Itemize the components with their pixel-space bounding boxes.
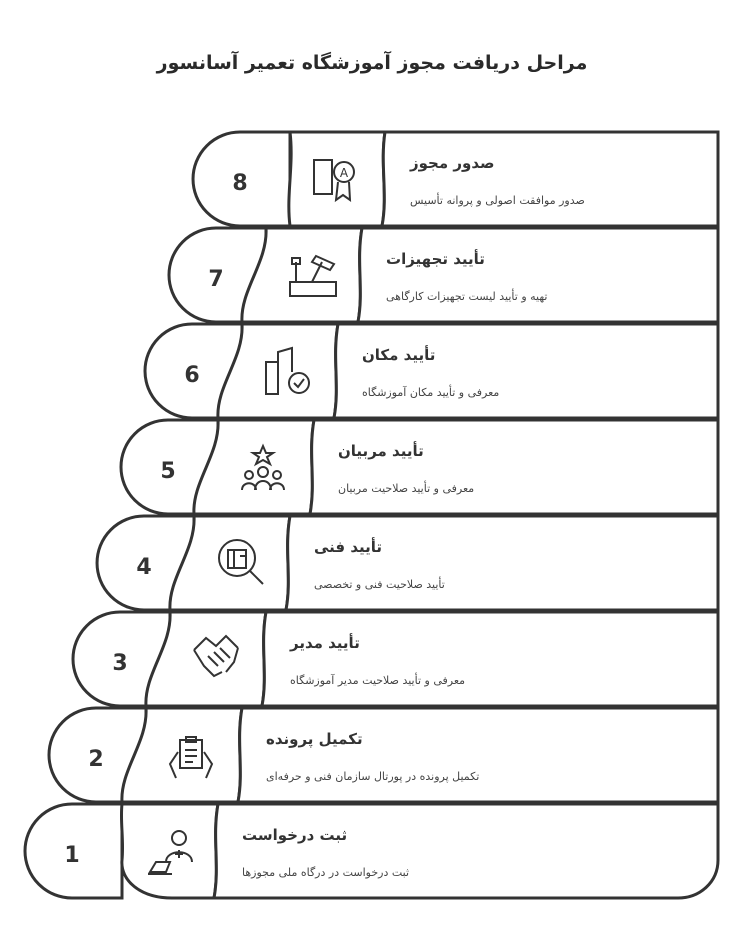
step-4-text (314, 538, 445, 591)
step-4-number: 4 (136, 555, 152, 580)
step-7-number: 7 (208, 267, 224, 292)
step-5-number: 5 (160, 459, 176, 484)
step-7-description: تهیه و تأیید لیست تجهیزات کارگاهی (386, 290, 548, 303)
step-8-number: 8 (232, 171, 248, 196)
step-5-title: تأیید مربیان (338, 442, 424, 460)
step-5-description: معرفی و تأیید صلاحیت مربیان (338, 482, 475, 495)
step-8-title: صدور مجوز (410, 154, 495, 172)
step-1-icon-block (121, 804, 218, 898)
step-1-title: ثبت درخواست (242, 826, 348, 844)
step-5-text (338, 442, 474, 495)
step-4-title: تأیید فنی (314, 538, 383, 556)
step-3-number: 3 (112, 651, 128, 676)
step-8-description: صدور موافقت اصولی و پروانه تأسیس (410, 194, 585, 207)
step-8-text (410, 154, 585, 207)
step-7-title: تأیید تجهیزات (386, 250, 485, 268)
step-1-description: ثبت درخواست در درگاه ملی مجوزها (242, 866, 410, 879)
step-2-title: تکمیل پرونده (266, 730, 363, 748)
diagram-title: مراحل دریافت مجوز آموزشگاه تعمیر آسانسور (156, 52, 588, 74)
step-6-number: 6 (184, 363, 200, 388)
step-3-text (290, 634, 465, 687)
step-3-title: تأیید مدیر (290, 634, 360, 652)
step-6-description: معرفی و تأیید مکان آموزشگاه (362, 386, 500, 399)
step-1-number: 1 (64, 843, 80, 868)
step-2-description: تکمیل پرونده در پورتال سازمان فنی و حرفه‌ای (266, 770, 480, 783)
step-7-text (386, 250, 548, 303)
step-6-text (362, 346, 499, 399)
step-4-description: تأیید صلاحیت فنی و تخصصی (314, 578, 445, 591)
step-2-text (266, 730, 479, 783)
step-1-text (242, 826, 409, 879)
step-2-number: 2 (88, 747, 104, 772)
step-6-title: تأیید مکان (362, 346, 436, 364)
svg-text:A: A (339, 166, 349, 180)
step-3-description: معرفی و تأیید صلاحیت مدیر آموزشگاه (290, 674, 466, 687)
